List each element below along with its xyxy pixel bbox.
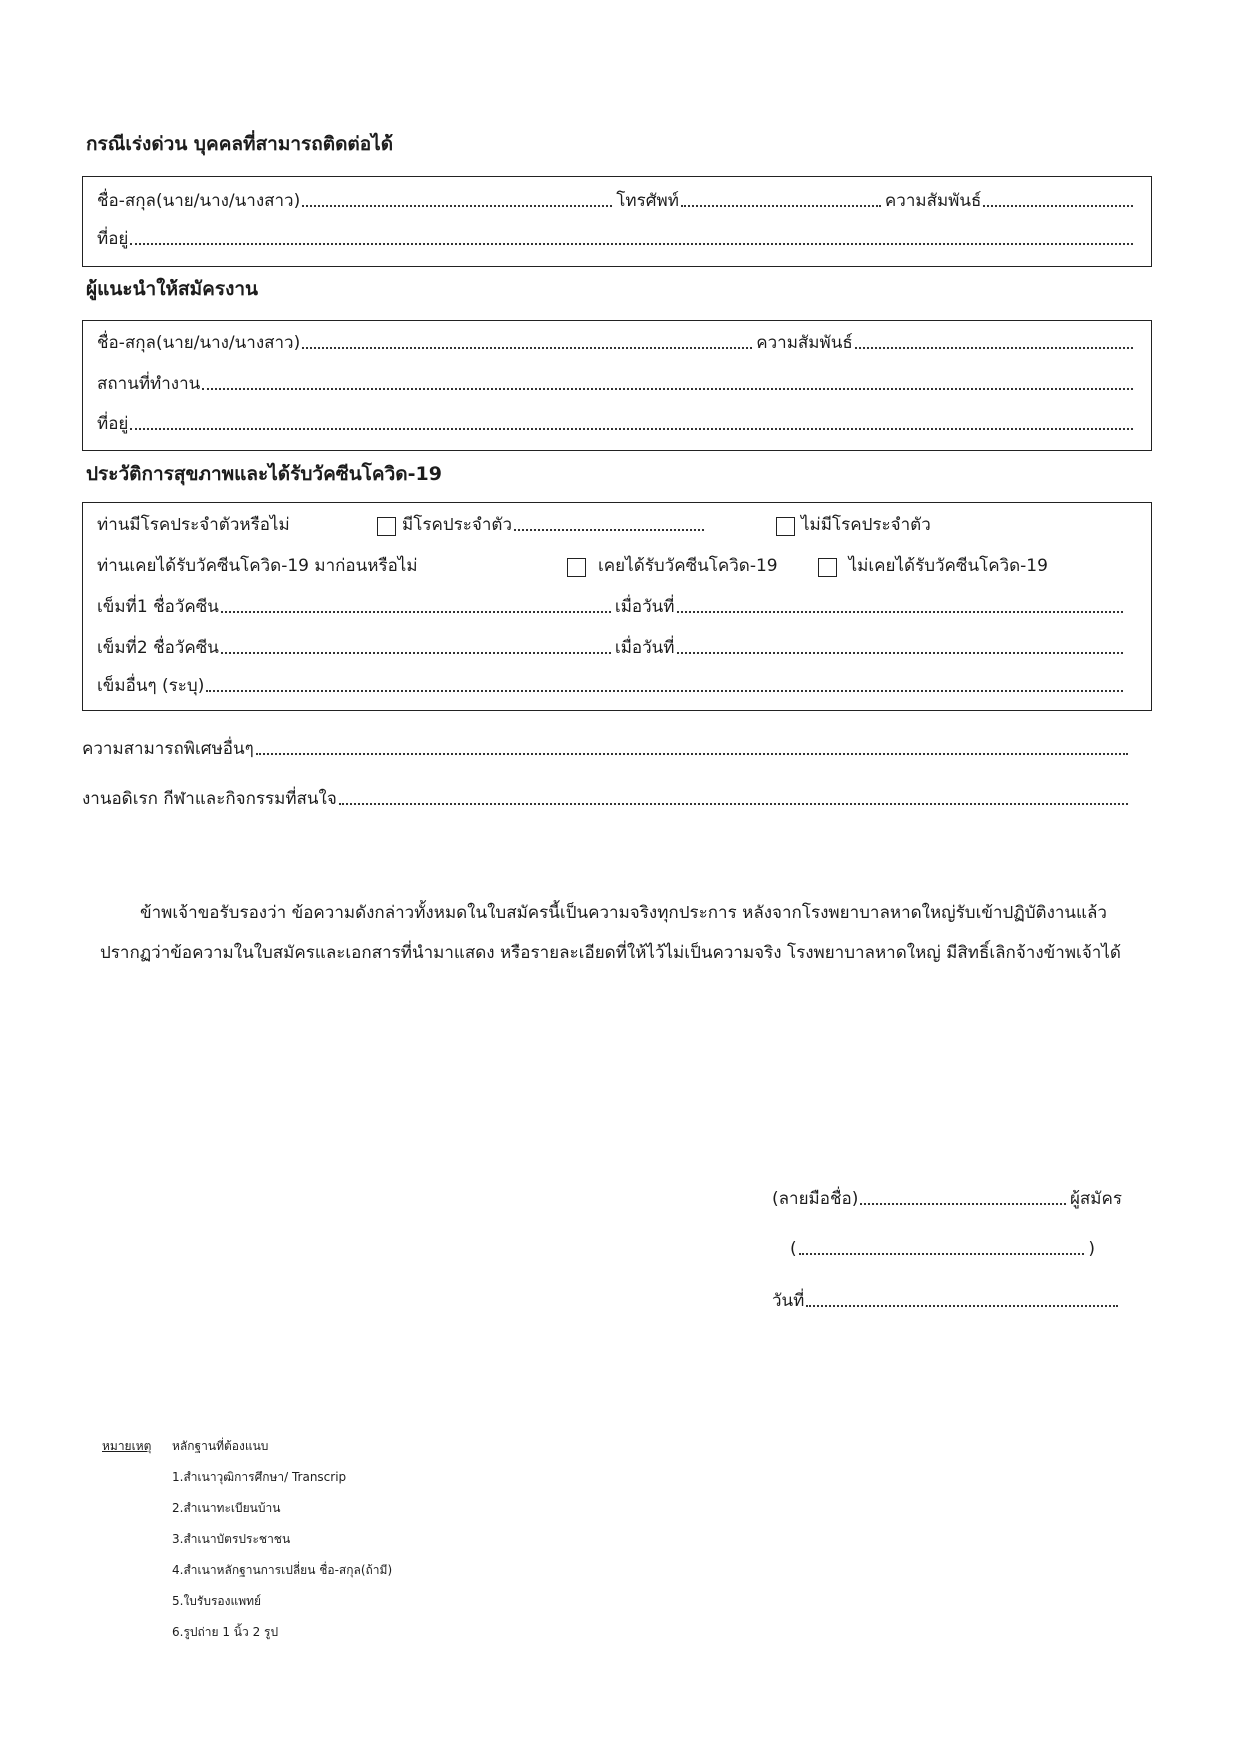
emergency-box [82, 176, 1152, 267]
other-dose-row [97, 675, 1127, 697]
emergency-address-field[interactable] [130, 243, 1133, 245]
other-dose-field[interactable] [206, 690, 1123, 692]
emergency-relation-label: ความสัมพันธ์ [884, 191, 982, 211]
signature-row [772, 1188, 1122, 1210]
paren-close: ) [1088, 1239, 1095, 1259]
hobbies-field[interactable] [339, 803, 1128, 805]
referrer-workplace-label: สถานที่ทำงาน [97, 374, 201, 394]
notes-label: หมายเหตุ [102, 1439, 152, 1453]
emergency-phone-label: โทรศัพท์ [616, 191, 679, 211]
referrer-name-field[interactable] [302, 347, 752, 349]
has-disease-label: มีโรคประจำตัว [402, 515, 512, 535]
dose1-label: เข็มที่1 ชื่อวัคซีน [97, 597, 219, 617]
hobbies-row [82, 788, 1132, 810]
paren-open: ( [790, 1239, 797, 1259]
emergency-name-row [97, 190, 1137, 212]
no-disease-label: ไม่มีโรคประจำตัว [801, 515, 931, 535]
referrer-box [82, 320, 1152, 451]
vaccine-row [97, 555, 1137, 577]
dose1-date-label: เมื่อวันที่ [614, 597, 675, 617]
emergency-name-field[interactable] [302, 205, 612, 207]
dose1-name-field[interactable] [221, 611, 611, 613]
referrer-address-row [97, 413, 1137, 435]
other-dose-label: เข็มอื่นๆ (ระบุ) [97, 676, 205, 696]
dose1-date-field[interactable] [677, 611, 1124, 613]
dose2-label: เข็มที่2 ชื่อวัคซีน [97, 638, 219, 658]
referrer-heading: ผู้แนะนำให้สมัครงาน [86, 278, 259, 300]
applicant-label: ผู้สมัคร [1069, 1189, 1122, 1209]
note-item: 3.สำเนาบัตรประชาชน [172, 1532, 291, 1546]
note-item: 6.รูปถ่าย 1 นิ้ว 2 รูป [172, 1625, 279, 1639]
health-box [82, 502, 1152, 711]
sign-date-field[interactable] [806, 1305, 1118, 1307]
printed-name-row [790, 1238, 1095, 1260]
dose2-date-field[interactable] [677, 652, 1124, 654]
skills-field[interactable] [256, 753, 1128, 755]
dose2-date-label: เมื่อวันที่ [614, 638, 675, 658]
note-item: 1.สำเนาวุฒิการศึกษา/ Transcrip [172, 1470, 347, 1484]
sign-date-row [772, 1290, 1122, 1312]
referrer-name-row [97, 332, 1137, 354]
disease-row [97, 514, 1137, 536]
not-vaccinated-checkbox[interactable] [818, 558, 837, 577]
not-vaccinated-label: ไม่เคยได้รับวัคซีนโควิด-19 [848, 556, 1048, 576]
skills-row [82, 738, 1132, 760]
vaccine-question: ท่านเคยได้รับวัคซีนโควิด-19 มาก่อนหรือไม่ [97, 556, 418, 576]
has-disease-checkbox[interactable] [377, 517, 396, 536]
referrer-name-label: ชื่อ-สกุล(นาย/นาง/นางสาว) [97, 333, 301, 353]
emergency-relation-field[interactable] [983, 205, 1133, 207]
referrer-relation-label: ความสัมพันธ์ [756, 333, 853, 353]
dose1-row [97, 596, 1127, 618]
printed-name-field[interactable] [799, 1253, 1085, 1255]
disease-detail-field[interactable] [514, 529, 704, 531]
emergency-address-label: ที่อยู่ [97, 229, 129, 249]
notes-title: หลักฐานที่ต้องแนบ [172, 1439, 269, 1453]
emergency-address-row [97, 228, 1137, 250]
vaccinated-checkbox[interactable] [567, 558, 586, 577]
hobbies-label: งานอดิเรก กีฬาและกิจกรรมที่สนใจ [82, 789, 337, 809]
signature-field[interactable] [860, 1203, 1066, 1205]
emergency-phone-field[interactable] [681, 205, 881, 207]
note-item: 4.สำเนาหลักฐานการเปลี่ยน ชื่อ-สกุล(ถ้ามี) [172, 1563, 393, 1577]
dose2-name-field[interactable] [221, 652, 611, 654]
referrer-workplace-row [97, 373, 1137, 395]
disease-question: ท่านมีโรคประจำตัวหรือไม่ [97, 515, 290, 535]
dose2-row [97, 637, 1127, 659]
declaration [100, 900, 1130, 966]
declaration-line-2: ปรากฏว่าข้อความในใบสมัครและเอกสารที่นำมาแสดง หรือรายละเอียดที่ให้ไว้ไม่เป็นความจริง โรงพยาบาลหาดใหญ่ มีสิทธิ์เลิกจ้างข้าพเจ้าได้ [100, 943, 1121, 963]
no-disease-checkbox[interactable] [776, 517, 795, 536]
emergency-name-label: ชื่อ-สกุล(นาย/นาง/นางสาว) [97, 191, 301, 211]
note-item: 2.สำเนาทะเบียนบ้าน [172, 1501, 281, 1515]
sign-date-label: วันที่ [772, 1291, 805, 1311]
referrer-address-field[interactable] [130, 428, 1133, 430]
note-item: 5.ใบรับรองแพทย์ [172, 1594, 262, 1608]
referrer-relation-field[interactable] [855, 347, 1133, 349]
emergency-heading: กรณีเร่งด่วน บุคคลที่สามารถติดต่อได้ [86, 133, 394, 155]
health-heading: ประวัติการสุขภาพและได้รับวัคซีนโควิด-19 [86, 463, 442, 485]
declaration-line-1: ข้าพเจ้าขอรับรองว่า ข้อความดังกล่าวทั้งหมดในใบสมัครนี้เป็นความจริงทุกประการ หลังจากโรงพยาบาลหาดใหญ่รับเข้าปฏิบัติงานแล้ว [140, 903, 1107, 923]
signature-label: (ลายมือชื่อ) [772, 1189, 859, 1209]
skills-label: ความสามารถพิเศษอื่นๆ [82, 739, 254, 759]
vaccinated-label: เคยได้รับวัคซีนโควิด-19 [598, 556, 778, 576]
referrer-workplace-field[interactable] [202, 388, 1133, 390]
referrer-address-label: ที่อยู่ [97, 414, 129, 434]
